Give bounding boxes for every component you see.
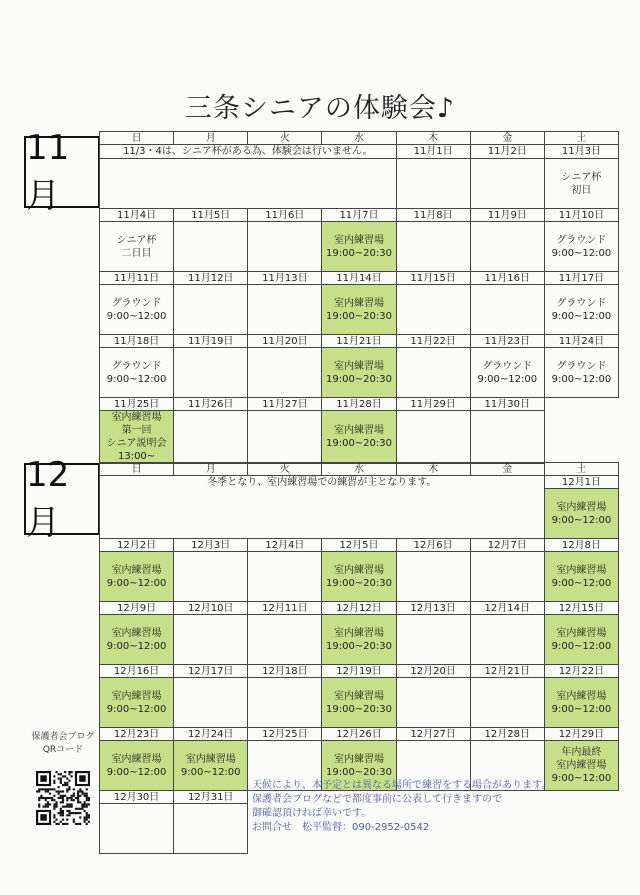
weekday-header: 日 — [100, 463, 174, 476]
event-cell: 室内練習場 9:00~12:00 — [544, 615, 618, 665]
date-cell: 12月6日 — [396, 539, 470, 552]
event-cell — [396, 411, 470, 464]
date-cell: 11月17日 — [544, 272, 618, 285]
event-cell: グラウンド 9:00~12:00 — [544, 285, 618, 335]
event-cell — [396, 159, 470, 209]
date-cell: 12月15日 — [544, 602, 618, 615]
date-cell: 11月23日 — [470, 335, 544, 348]
date-cell: 12月23日 — [100, 728, 174, 741]
month-label-november: 11月 — [24, 136, 100, 208]
date-cell: 11月9日 — [470, 209, 544, 222]
event-cell: 室内練習場 9:00~12:00 — [100, 678, 174, 728]
date-cell: 11月8日 — [396, 209, 470, 222]
date-cell: 11月20日 — [248, 335, 322, 348]
empty-cell — [544, 411, 618, 464]
date-cell: 12月13日 — [396, 602, 470, 615]
date-cell: 11月28日 — [322, 398, 396, 411]
event-cell — [470, 285, 544, 335]
weekday-header: 金 — [470, 463, 544, 476]
date-cell: 11月14日 — [322, 272, 396, 285]
weekday-header: 水 — [322, 132, 396, 145]
empty-cell — [544, 398, 618, 411]
event-cell: 室内練習場 19:00~20:30 — [322, 222, 396, 272]
date-cell: 12月1日 — [544, 476, 618, 489]
weekday-header: 月 — [174, 132, 248, 145]
event-cell — [470, 552, 544, 602]
date-cell: 11月11日 — [100, 272, 174, 285]
weekday-header: 土 — [544, 132, 618, 145]
event-cell: 年内最終 室内練習場 9:00~12:00 — [544, 741, 618, 791]
event-cell: 室内練習場 9:00~12:00 — [544, 678, 618, 728]
weekday-header: 火 — [248, 463, 322, 476]
date-cell: 12月16日 — [100, 665, 174, 678]
date-cell: 12月27日 — [396, 728, 470, 741]
event-cell: シニア杯 初日 — [544, 159, 618, 209]
event-cell: 室内練習場 19:00~20:30 — [322, 678, 396, 728]
date-cell: 12月3日 — [174, 539, 248, 552]
date-cell: 12月12日 — [322, 602, 396, 615]
date-cell: 12月28日 — [470, 728, 544, 741]
event-cell: グラウンド 9:00~12:00 — [544, 348, 618, 398]
event-cell: 室内練習場 19:00~20:30 — [322, 615, 396, 665]
weekday-header: 火 — [248, 132, 322, 145]
date-cell: 12月21日 — [470, 665, 544, 678]
date-cell: 11月27日 — [248, 398, 322, 411]
event-cell — [396, 222, 470, 272]
page-title: 三条シニアの体験会♪ — [184, 93, 456, 124]
event-cell — [396, 348, 470, 398]
event-cell — [248, 615, 322, 665]
event-cell: 室内練習場 9:00~12:00 — [544, 552, 618, 602]
footer-contact: お問合せ 松平監督：090-2952-0542 — [252, 822, 430, 833]
weekday-header: 日 — [100, 132, 174, 145]
date-cell: 12月26日 — [322, 728, 396, 741]
date-cell: 11月6日 — [248, 209, 322, 222]
event-cell: 室内練習場 19:00~20:30 — [322, 552, 396, 602]
date-cell: 11月18日 — [100, 335, 174, 348]
event-cell — [470, 222, 544, 272]
date-cell: 11月10日 — [544, 209, 618, 222]
footer-line: 保護者会ブログなどで都度事前に公表して行きますので — [252, 794, 502, 805]
date-cell: 12月31日 — [174, 791, 248, 804]
november-calendar — [99, 131, 619, 464]
date-cell: 12月25日 — [248, 728, 322, 741]
event-cell: グラウンド 9:00~12:00 — [100, 285, 174, 335]
event-cell — [396, 678, 470, 728]
date-cell: 11月26日 — [174, 398, 248, 411]
date-cell: 12月7日 — [470, 539, 544, 552]
event-cell: シニア杯 二日目 — [100, 222, 174, 272]
event-cell — [248, 285, 322, 335]
date-cell: 11月5日 — [174, 209, 248, 222]
event-cell — [248, 348, 322, 398]
event-cell — [174, 552, 248, 602]
event-cell — [396, 552, 470, 602]
event-cell — [396, 615, 470, 665]
event-cell: 室内練習場 9:00~12:00 — [100, 552, 174, 602]
date-cell: 11月3日 — [544, 145, 618, 159]
event-cell — [470, 678, 544, 728]
event-cell: グラウンド 9:00~12:00 — [100, 348, 174, 398]
december-notice: 冬季となり、室内練習場での練習が主となります。 — [100, 476, 545, 539]
event-cell: 室内練習場 19:00~20:30 — [322, 411, 396, 464]
date-cell: 11月12日 — [174, 272, 248, 285]
event-cell — [470, 411, 544, 464]
footer-notes — [252, 779, 632, 835]
event-cell: 室内練習場 9:00~12:00 — [100, 741, 174, 791]
notice-area — [100, 159, 397, 209]
weekday-header: 水 — [322, 463, 396, 476]
date-cell: 11月4日 — [100, 209, 174, 222]
date-cell: 11月29日 — [396, 398, 470, 411]
event-cell — [174, 411, 248, 464]
date-cell: 12月22日 — [544, 665, 618, 678]
event-cell — [470, 615, 544, 665]
event-cell — [248, 552, 322, 602]
event-cell — [248, 678, 322, 728]
date-cell: 12月24日 — [174, 728, 248, 741]
event-cell — [174, 285, 248, 335]
event-cell: 室内練習場 19:00~20:30 — [322, 741, 396, 791]
date-cell: 11月24日 — [544, 335, 618, 348]
date-cell: 12月30日 — [100, 791, 174, 804]
date-cell: 12月18日 — [248, 665, 322, 678]
date-cell: 11月2日 — [470, 145, 544, 159]
weekday-header: 月 — [174, 463, 248, 476]
event-cell: 室内練習場 9:00~12:00 — [544, 489, 618, 539]
date-cell: 11月15日 — [396, 272, 470, 285]
event-cell — [100, 804, 174, 854]
event-cell: 室内練習場 9:00~12:00 — [174, 741, 248, 791]
date-cell: 11月1日 — [396, 145, 470, 159]
date-cell: 11月16日 — [470, 272, 544, 285]
weekday-header: 土 — [544, 463, 618, 476]
event-cell: 室内練習場 9:00~12:00 — [100, 615, 174, 665]
date-cell: 12月8日 — [544, 539, 618, 552]
footer-line: 御確認頂ければ幸いです。 — [252, 808, 372, 819]
date-cell: 12月11日 — [248, 602, 322, 615]
event-cell — [174, 222, 248, 272]
event-cell — [248, 411, 322, 464]
event-cell — [174, 615, 248, 665]
date-cell: 11月21日 — [322, 335, 396, 348]
qr-code-icon[interactable] — [36, 771, 90, 825]
weekday-header: 金 — [470, 132, 544, 145]
date-cell: 12月19日 — [322, 665, 396, 678]
event-cell: グラウンド 9:00~12:00 — [544, 222, 618, 272]
event-cell — [396, 285, 470, 335]
event-cell: グラウンド 9:00~12:00 — [470, 348, 544, 398]
date-cell: 12月9日 — [100, 602, 174, 615]
date-cell: 11月22日 — [396, 335, 470, 348]
date-cell: 12月14日 — [470, 602, 544, 615]
event-cell — [174, 804, 248, 854]
event-cell: 室内練習場 19:00~20:30 — [322, 285, 396, 335]
date-cell: 12月29日 — [544, 728, 618, 741]
date-cell: 12月4日 — [248, 539, 322, 552]
event-cell — [248, 222, 322, 272]
event-cell — [470, 159, 544, 209]
weekday-header: 木 — [396, 463, 470, 476]
event-cell: 室内練習場 第一回 シニア説明会 13:00~ — [100, 411, 174, 464]
qr-label: 保護者会ブログ QRコード — [31, 732, 95, 755]
date-cell: 12月17日 — [174, 665, 248, 678]
date-cell: 12月10日 — [174, 602, 248, 615]
date-cell: 11月30日 — [470, 398, 544, 411]
month-label-december: 12月 — [24, 463, 100, 535]
date-cell: 12月20日 — [396, 665, 470, 678]
weekday-header: 木 — [396, 132, 470, 145]
date-cell: 11月13日 — [248, 272, 322, 285]
event-cell: 室内練習場 19:00~20:30 — [322, 348, 396, 398]
date-cell: 11月19日 — [174, 335, 248, 348]
november-notice: 11/3・4は、シニア杯がある為、体験会は行いません。 — [100, 145, 397, 159]
event-cell — [174, 678, 248, 728]
event-cell — [174, 348, 248, 398]
date-cell: 12月2日 — [100, 539, 174, 552]
date-cell: 11月25日 — [100, 398, 174, 411]
date-cell: 12月5日 — [322, 539, 396, 552]
date-cell: 11月7日 — [322, 209, 396, 222]
footer-line: 天候により、本予定とは異なる場所で練習をする場合があります。 — [252, 780, 552, 791]
